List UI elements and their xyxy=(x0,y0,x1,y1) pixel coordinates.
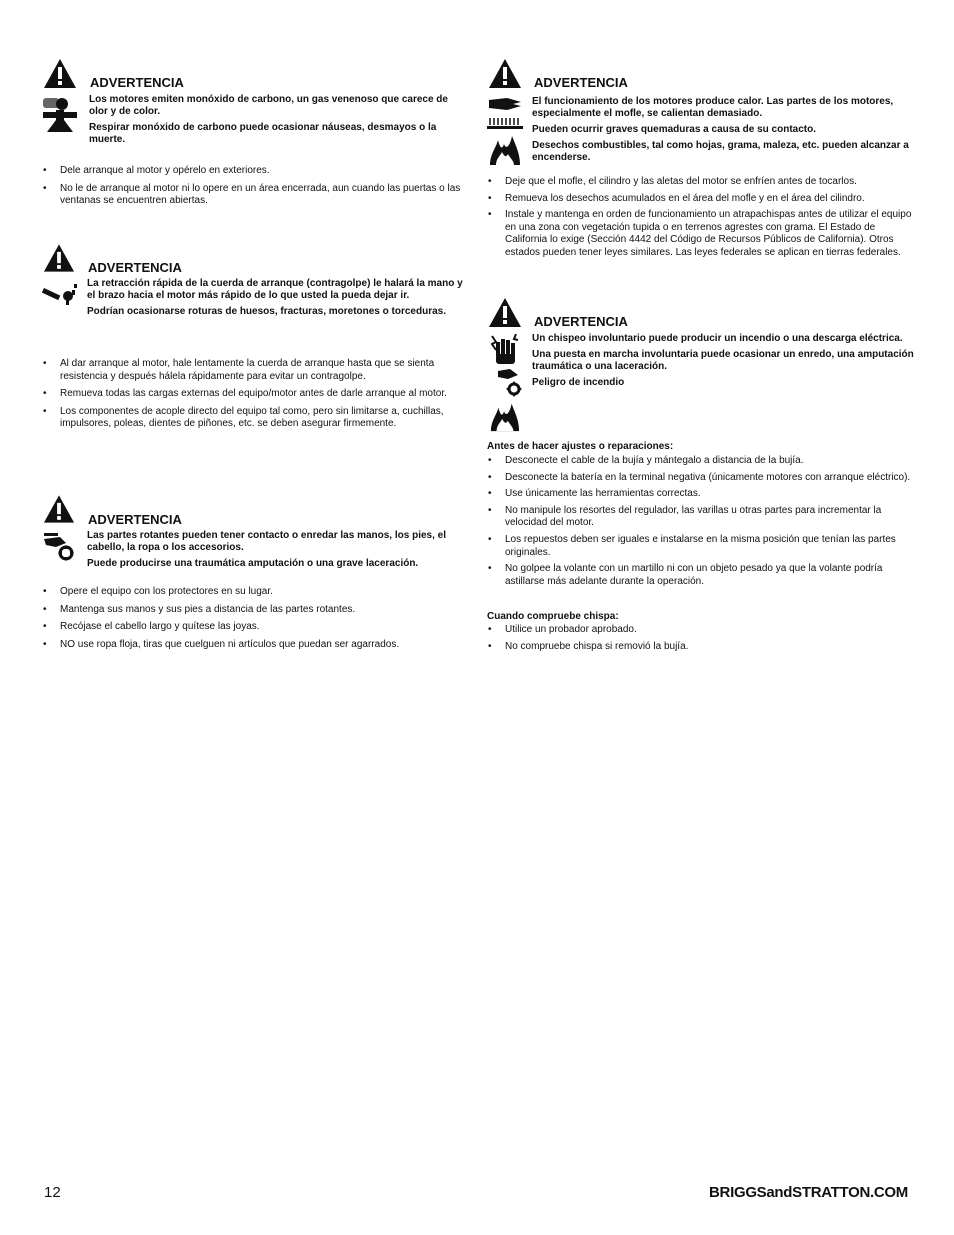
warning-triangle-icon xyxy=(43,494,75,524)
list-item: • No compruebe chispa si removió la bujía. xyxy=(488,641,916,654)
rotating-parts-hand-icon xyxy=(42,533,78,561)
safety-bullet-list xyxy=(43,586,471,656)
warning-statement: El funcionamiento de los motores produce calor. Las partes de los motores, especialmente el mofle, se calientan demasiado. xyxy=(532,96,894,119)
safety-bullet-list xyxy=(43,165,471,213)
warning-statement: Las partes rotantes pueden tener contacto o enredar las manos, los pies, el cabello, la ropa o los accesorios. xyxy=(87,530,446,553)
list-item: • Al dar arranque al motor, hale lentamente la cuerda de arranque hasta que se sienta resistencia y después hálela rápidamente para evitar un contragolpe. xyxy=(43,358,471,383)
list-item: • No le de arranque al motor ni lo opere en un área encerrada, aun cuando las puertas o las ventanas se encuentren abiertas. xyxy=(43,183,471,208)
list-item: • Use únicamente las herramientas correctas. xyxy=(488,488,916,501)
warning-statements xyxy=(89,94,469,150)
page-number: 12 xyxy=(44,1184,61,1201)
entanglement-hand-icon xyxy=(496,367,524,399)
list-item: • Mantenga sus manos y sus pies a distancia de las partes rotantes. xyxy=(43,604,471,617)
list-item: • Utilice un probador aprobado. xyxy=(488,624,916,637)
list-item: • No golpee la volante con un martillo ni con un objeto pesado ya que la volante podría astillarse más adelante durante la operación. xyxy=(488,563,916,588)
warning-title: ADVERTENCIA xyxy=(90,75,184,90)
warning-statement: Pueden ocurrir graves quemaduras a causa de su contacto. xyxy=(532,124,816,135)
list-item: • Desconecte el cable de la bujía y mántegalo a distancia de la bujía. xyxy=(488,455,916,468)
safety-bullet-list xyxy=(43,358,471,436)
list-item: • Recójase el cabello largo y quítese las joyas. xyxy=(43,621,471,634)
kickback-hand-icon xyxy=(42,282,80,306)
list-item: • Opere el equipo con los protectores en su lugar. xyxy=(43,586,471,599)
warning-statements xyxy=(87,278,469,322)
warning-triangle-icon xyxy=(488,58,522,89)
warning-triangle-icon xyxy=(43,243,75,273)
repair-bullet-list xyxy=(488,455,916,592)
warning-statement: Desechos combustibles, tal como hojas, grama, maleza, etc. pueden alcanzar a encenderse. xyxy=(532,140,909,163)
list-item: • NO use ropa floja, tiras que cuelguen ni artículos que puedan ser agarrados. xyxy=(43,639,471,652)
warning-triangle-icon xyxy=(488,297,522,328)
warning-statement: Puede producirse una traumática amputación o una grave laceración. xyxy=(87,558,419,569)
carbon-monoxide-person-icon xyxy=(41,96,79,134)
warning-title: ADVERTENCIA xyxy=(534,314,628,329)
spark-check-heading: Cuando compruebe chispa: xyxy=(487,611,619,622)
warning-statement: Los motores emiten monóxido de carbono, un gas venenoso que carece de olor y de color. xyxy=(89,94,448,117)
warning-statements xyxy=(532,96,914,168)
list-item: • Remueva todas las cargas externas del equipo/motor antes de darle arranque al motor. xyxy=(43,388,471,401)
list-item: • Los componentes de acople directo del equipo tal como, pero sin limitarse a, cuchillas, impulsores, poleas, dientes de piñones, etc. se deben asegurar firmemente. xyxy=(43,406,471,431)
spark-check-bullet-list xyxy=(488,624,916,657)
before-repairs-heading: Antes de hacer ajustes o reparaciones: xyxy=(487,441,674,452)
warning-title: ADVERTENCIA xyxy=(88,260,182,275)
warning-statements xyxy=(87,530,469,574)
list-item: • Desconecte la batería en la terminal negativa (únicamente motores con arranque eléctrico). xyxy=(488,472,916,485)
warning-statement: Peligro de incendio xyxy=(532,377,625,388)
warning-triangle-icon xyxy=(43,58,77,89)
fire-icon xyxy=(488,402,522,432)
list-item: • Deje que el mofle, el cilindro y las aletas del motor se enfríen antes de tocarlos. xyxy=(488,176,916,189)
list-item: • Instale y mantenga en orden de funcionamiento un atrapachispas antes de utilizar el equipo en una zona con vegetación tupida o en terrenos agrestes con grama. El Estado de California lo exige (Sección 4442 del Código de Recursos Públicos de California). Otros estados pueden tener leyes similares. Las leyes federales se aplican en tierras federales. xyxy=(488,209,916,259)
electric-shock-hand-icon xyxy=(490,334,520,366)
list-item: • Los repuestos deben ser iguales e instalarse en la misma posición que tenían las partes originales. xyxy=(488,534,916,559)
website-link[interactable]: BRIGGSandSTRATTON.COM xyxy=(709,1184,908,1201)
warning-statements xyxy=(532,333,914,393)
warning-statement: Una puesta en marcha involuntaria puede ocasionar un enredo, una amputación traumática o una laceración. xyxy=(532,349,914,372)
warning-statement: La retracción rápida de la cuerda de arranque (contragolpe) le halará la mano y el brazo hacia el motor más rápido de lo que usted la pueda dejar ir. xyxy=(87,278,463,301)
list-item: • No manipule los resortes del regulador, las varillas u otras partes para incrementar la velocidad del motor. xyxy=(488,505,916,530)
warning-statement: Un chispeo involuntario puede producir un incendio o una descarga eléctrica. xyxy=(532,333,903,344)
heat-waves-icon xyxy=(487,117,523,129)
safety-bullet-list xyxy=(488,176,916,264)
warning-title: ADVERTENCIA xyxy=(88,512,182,527)
list-item: • Dele arranque al motor y opérelo en exteriores. xyxy=(43,165,471,178)
hot-surface-hand-icon xyxy=(487,96,523,112)
list-item: • Remueva los desechos acumulados en el área del mofle y en el área del cilindro. xyxy=(488,193,916,206)
warning-statement: Podrían ocasionarse roturas de huesos, fracturas, moretones o torceduras. xyxy=(87,306,446,317)
warning-statement: Respirar monóxido de carbono puede ocasionar náuseas, desmayos o la muerte. xyxy=(89,122,437,145)
warning-title: ADVERTENCIA xyxy=(534,75,628,90)
fire-icon xyxy=(488,134,522,166)
